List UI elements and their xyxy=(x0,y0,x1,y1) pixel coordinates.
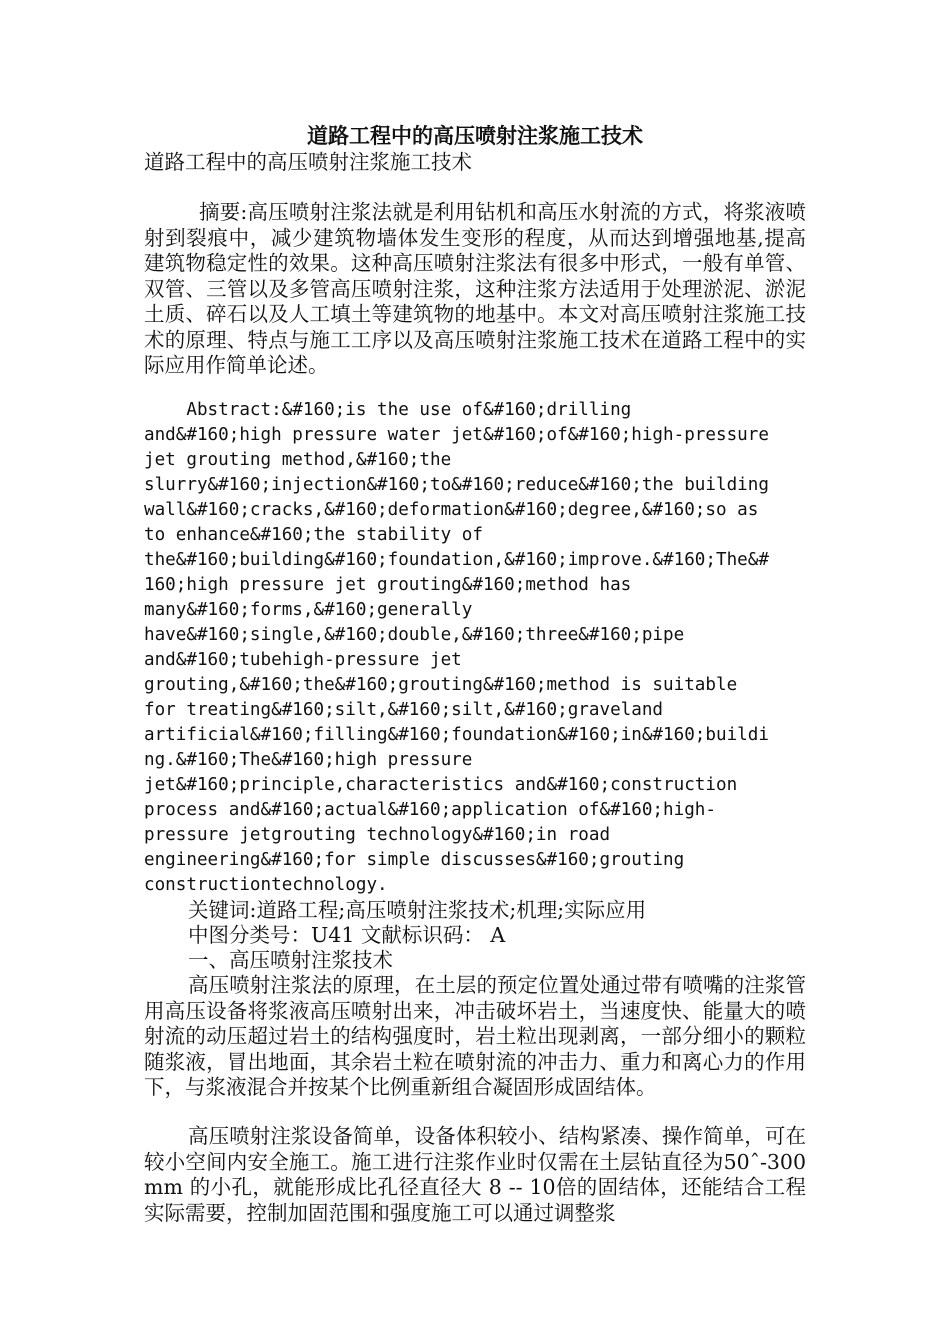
body-paragraph-2: 高压喷射注浆设备简单，设备体积较小、结构紧凑、操作简单，可在较小空间内安全施工。施工进行注浆作业时仅需在土层钻直径为50ˆ-300mm 的小孔，就能形成比孔径直径大 8 -- 10倍的固结体，还能结合工程实际需要，控制加固范围和强度施工可以通过调整浆 xyxy=(144,1124,806,1225)
section-heading: 一、高压喷射注浆技术 xyxy=(188,948,393,972)
document-title: 道路工程中的高压喷射注浆施工技术 xyxy=(307,123,643,148)
document-subtitle: 道路工程中的高压喷射注浆施工技术 xyxy=(144,150,472,174)
keywords-line: 关键词:道路工程;高压喷射注浆技术;机理;实际应用 xyxy=(188,898,647,922)
abstract-english: Abstract:&#160;is the use of&#160;drilling and&#160;high pressure water jet&#160;of&#160;high-pressure jet grouting method,&#160;the slurry&#160;injection&#160;to&#160;reduce&#160;the building wall&#160;cracks,&#160;deformation&#160;degree,&#160;so as to enhance&#160;the stability of the&#160;building&#160;foundation,&#160;improve.&#160;The&# 160;high pressure jet grouting&#160;method has many&#160;forms,&#160;generally have&#160;single,&#160;double,&#160;three&#160;pipe and&#160;tubehigh-pressure jet grouting,&#160;the&#160;grouting&#160;method is suitable for treating&#160;silt,&#160;silt,&#160;graveland artificial&#160;filling&#160;foundation&#160;in&#160;buildi ng.&#160;The&#160;high pressure jet&#160;principle,characteristics and&#160;construction process and&#160;actual&#160;application of&#160;high- pressure jetgrouting technology&#160;in road engineering&#160;for simple discusses&#160;grouting constructiontechnology. xyxy=(144,400,769,895)
abstract-chinese: 摘要:高压喷射注浆法就是利用钻机和高压水射流的方式，将浆液喷射到裂痕中，减少建筑物墙体发生变形的程度，从而达到增强地基,提高建筑物稳定性的效果。这种高压喷射注浆法有很多中形式，一般有单管、双管、三管以及多管高压喷射注浆，这种注浆方法适用于处理淤泥、淤泥土质、碎石以及人工填土等建筑物的地基中。本文对高压喷射注浆施工技术的原理、特点与施工工序以及高压喷射注浆施工技术在道路工程中的实际应用作简单论述。 xyxy=(144,200,806,377)
classification-line: 中图分类号：U41 文献标识码： A xyxy=(188,923,506,947)
body-paragraph-1: 高压喷射注浆法的原理，在土层的预定位置处通过带有喷嘴的注浆管用高压设备将浆液高压喷射出来，冲击破坏岩土，当速度快、能量大的喷射流的动压超过岩土的结构强度时，岩土粒出现剥离，一部分细小的颗粒随浆液，冒出地面，其余岩土粒在喷射流的冲击力、重力和离心力的作用下，与浆液混合并按某个比例重新组合凝固形成固结体。 xyxy=(144,973,806,1099)
